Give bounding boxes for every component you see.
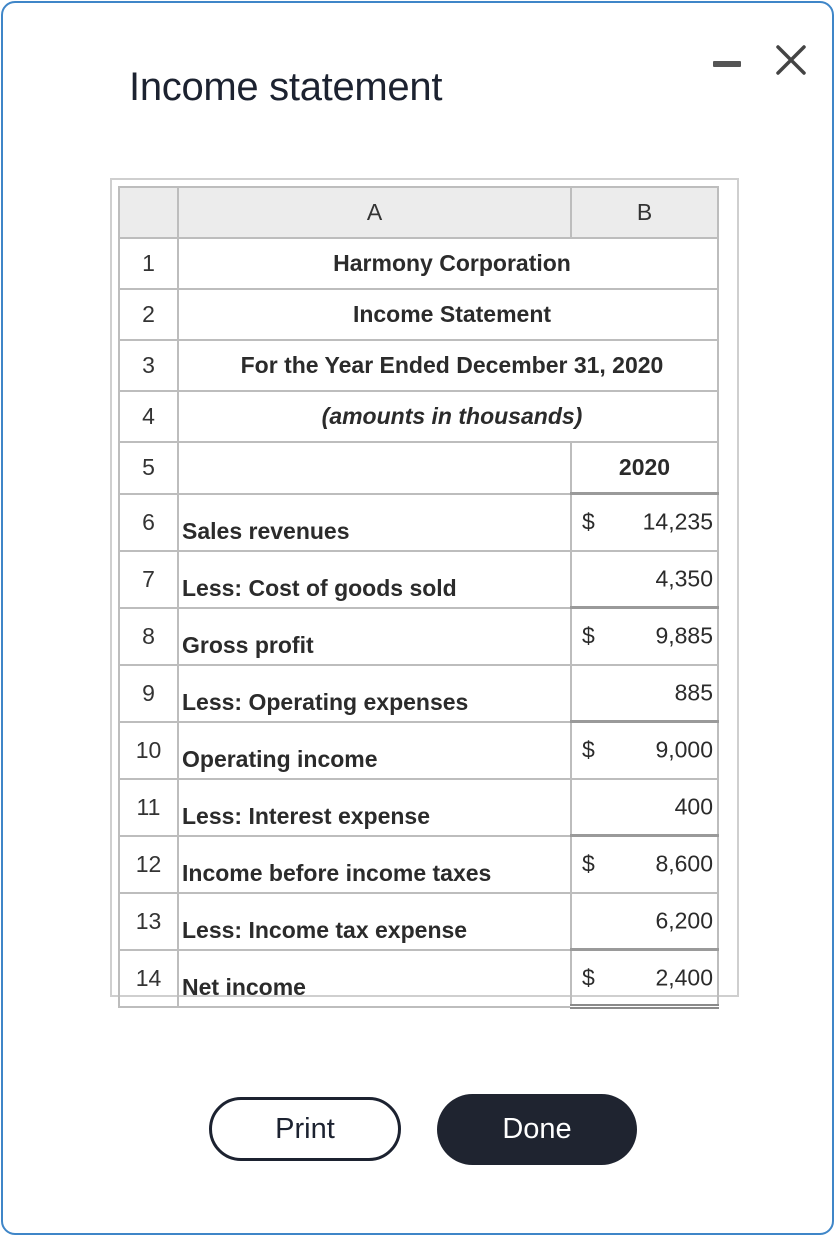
- minimize-bar: [713, 61, 741, 67]
- empty-cell: [178, 442, 571, 494]
- currency-symbol: $: [582, 736, 595, 763]
- table-row: [119, 391, 718, 442]
- table-row: [119, 722, 718, 779]
- line-label: Less: Operating expenses: [178, 665, 571, 722]
- row-number: 1: [119, 238, 178, 289]
- amounts-note: (amounts in thousands): [178, 391, 718, 442]
- table-row: [119, 494, 718, 551]
- currency-symbol: $: [582, 964, 595, 990]
- row-number: 14: [119, 950, 178, 1007]
- column-header-row: [119, 187, 718, 238]
- line-amount: [571, 608, 718, 665]
- row-number: 8: [119, 608, 178, 665]
- amount-value: 6,200: [655, 907, 713, 934]
- close-icon[interactable]: [773, 42, 809, 78]
- line-label: Gross profit: [178, 608, 571, 665]
- table-row: [119, 289, 718, 340]
- column-header-b: B: [571, 187, 718, 238]
- table-row: [119, 779, 718, 836]
- line-label: Less: Cost of goods sold: [178, 551, 571, 608]
- table-row: [119, 608, 718, 665]
- table-row: [119, 665, 718, 722]
- line-label: Sales revenues: [178, 494, 571, 551]
- income-statement-table: [118, 186, 719, 1009]
- row-number: 3: [119, 340, 178, 391]
- table-row: [119, 442, 718, 494]
- column-header-a: A: [178, 187, 571, 238]
- row-number: 11: [119, 779, 178, 836]
- corner-cell: [119, 187, 178, 238]
- line-label: Income before income taxes: [178, 836, 571, 893]
- line-amount: [571, 950, 718, 1007]
- line-label: Less: Income tax expense: [178, 893, 571, 950]
- statement-period: For the Year Ended December 31, 2020: [178, 340, 718, 391]
- row-number: 4: [119, 391, 178, 442]
- row-number: 5: [119, 442, 178, 494]
- done-button[interactable]: Done: [437, 1094, 637, 1165]
- table-row: [119, 893, 718, 950]
- amount-value: 14,235: [642, 508, 713, 535]
- statement-title: Income Statement: [178, 289, 718, 340]
- row-number: 2: [119, 289, 178, 340]
- row-number: 12: [119, 836, 178, 893]
- currency-symbol: $: [582, 850, 595, 877]
- table-row: [119, 836, 718, 893]
- line-amount: [571, 893, 718, 950]
- row-number: 13: [119, 893, 178, 950]
- print-button[interactable]: Print: [209, 1097, 401, 1161]
- amount-value: 9,000: [655, 736, 713, 763]
- row-number: 9: [119, 665, 178, 722]
- currency-symbol: $: [582, 622, 595, 649]
- year-header: 2020: [571, 442, 718, 494]
- amount-value: 4,350: [655, 565, 713, 592]
- row-number: 7: [119, 551, 178, 608]
- amount-value: 2,400: [655, 964, 713, 990]
- row-number: 10: [119, 722, 178, 779]
- table-row: [119, 551, 718, 608]
- table-row: [119, 238, 718, 289]
- line-label: Net income: [178, 950, 571, 1007]
- amount-value: 8,600: [655, 850, 713, 877]
- row-number: 6: [119, 494, 178, 551]
- dialog-title: Income statement: [129, 65, 443, 109]
- amount-value: 9,885: [655, 622, 713, 649]
- table-row: [119, 340, 718, 391]
- currency-symbol: $: [582, 508, 595, 535]
- line-amount: [571, 722, 718, 779]
- minimize-icon[interactable]: [711, 58, 743, 70]
- line-amount: [571, 551, 718, 608]
- table-row: [119, 950, 718, 1007]
- company-name: Harmony Corporation: [178, 238, 718, 289]
- amount-value: 885: [674, 679, 713, 706]
- line-amount: [571, 836, 718, 893]
- line-label: Less: Interest expense: [178, 779, 571, 836]
- amount-value: 400: [674, 793, 713, 820]
- line-amount: [571, 665, 718, 722]
- line-label: Operating income: [178, 722, 571, 779]
- line-amount: [571, 779, 718, 836]
- line-amount: [571, 494, 718, 551]
